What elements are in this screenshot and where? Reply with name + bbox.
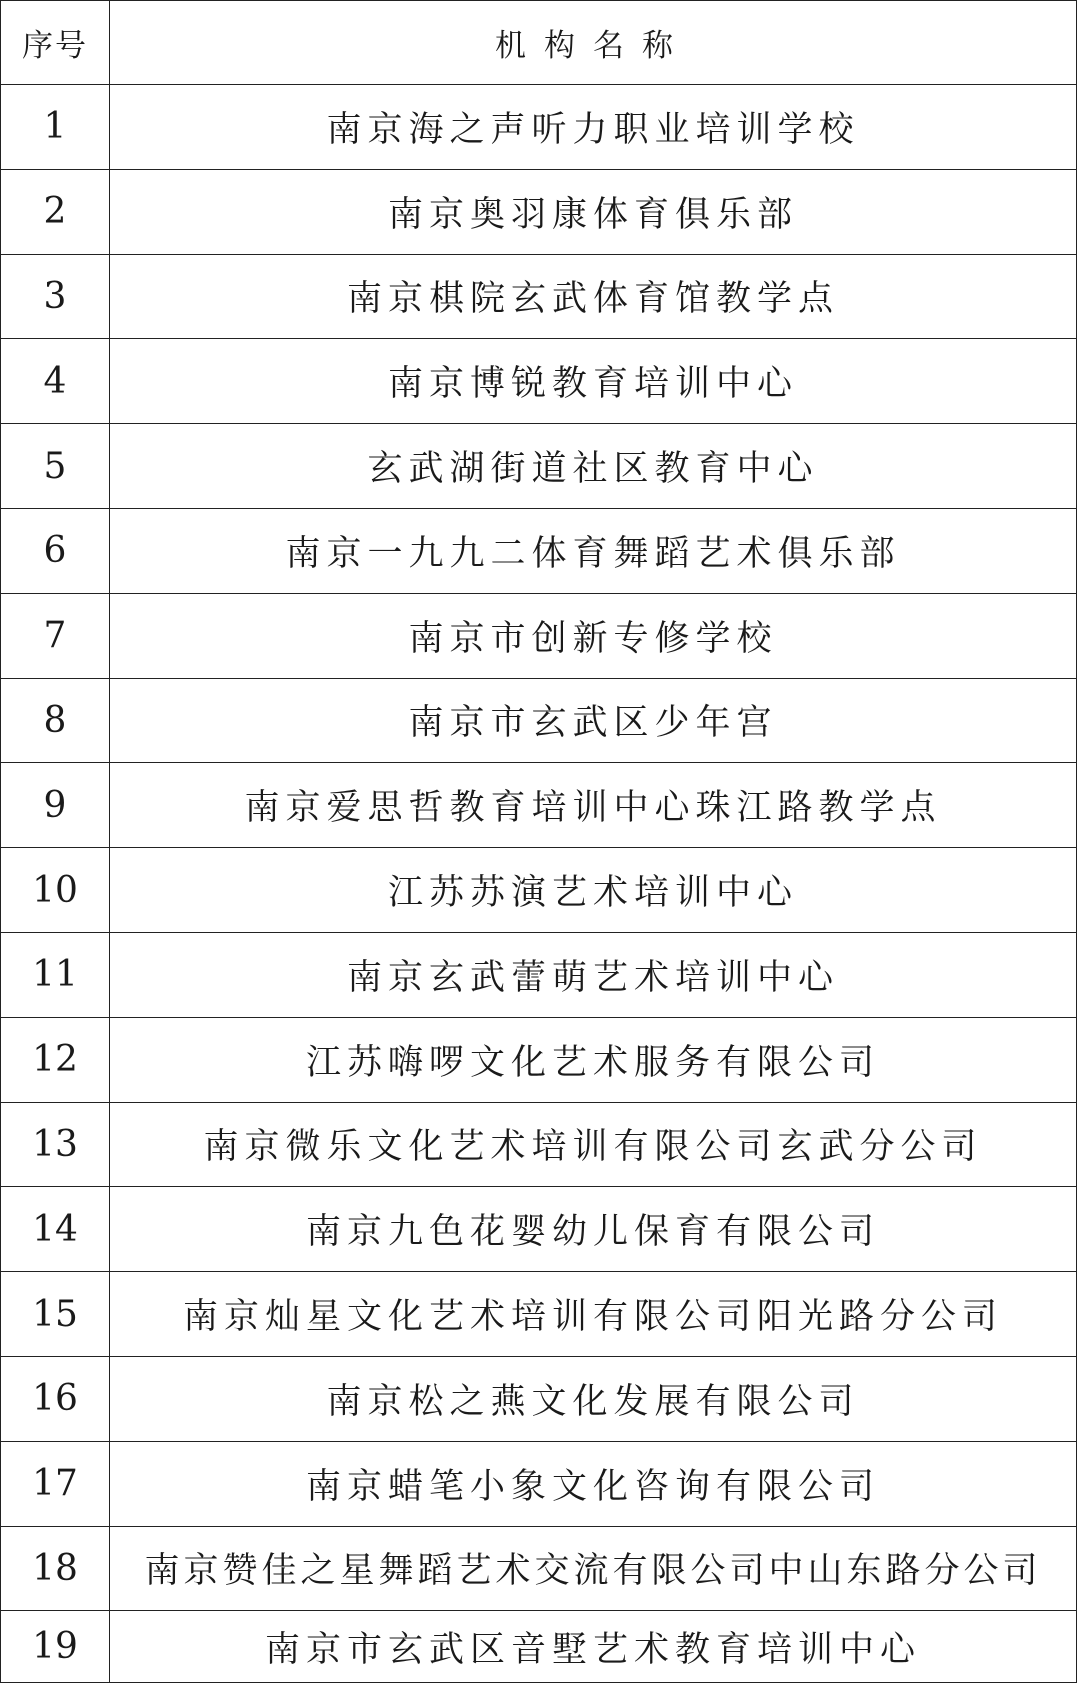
row-index: 6 [1,508,110,593]
table-row [1,339,1077,424]
row-index: 19 [1,1611,110,1683]
row-institution-name: 南京松之燕文化发展有限公司 [110,1356,1077,1441]
row-index: 5 [1,424,110,509]
row-institution-name: 南京棋院玄武体育馆教学点 [110,254,1077,339]
table-row [1,85,1077,170]
row-institution-name: 南京九色花婴幼儿保育有限公司 [110,1187,1077,1272]
row-institution-name: 南京市玄武区音墅艺术教育培训中心 [110,1611,1077,1683]
table-body [1,85,1077,1683]
row-institution-name: 南京灿星文化艺术培训有限公司阳光路分公司 [110,1272,1077,1357]
row-institution-name: 南京微乐文化艺术培训有限公司玄武分公司 [110,1102,1077,1187]
table-row [1,1611,1077,1683]
row-institution-name: 南京玄武蕾萌艺术培训中心 [110,932,1077,1017]
table-row [1,1187,1077,1272]
row-institution-name: 南京蜡笔小象文化咨询有限公司 [110,1441,1077,1526]
row-institution-name: 南京赞佳之星舞蹈艺术交流有限公司中山东路分公司 [110,1526,1077,1611]
table-row [1,1102,1077,1187]
row-index: 9 [1,763,110,848]
table-row [1,848,1077,933]
table-row [1,1272,1077,1357]
row-index: 12 [1,1017,110,1102]
table-row [1,508,1077,593]
row-institution-name: 南京爱思哲教育培训中心珠江路教学点 [110,763,1077,848]
row-institution-name: 玄武湖街道社区教育中心 [110,424,1077,509]
row-index: 15 [1,1272,110,1357]
row-institution-name: 南京博锐教育培训中心 [110,339,1077,424]
table-row [1,169,1077,254]
row-index: 14 [1,1187,110,1272]
row-index: 8 [1,678,110,763]
row-index: 3 [1,254,110,339]
table-row [1,593,1077,678]
row-index: 16 [1,1356,110,1441]
row-institution-name: 南京市创新专修学校 [110,593,1077,678]
table-row [1,763,1077,848]
table-row [1,1356,1077,1441]
header-institution-name: 机构名称 [110,1,1077,85]
row-institution-name: 江苏苏演艺术培训中心 [110,848,1077,933]
row-institution-name: 江苏嗨啰文化艺术服务有限公司 [110,1017,1077,1102]
row-index: 4 [1,339,110,424]
row-index: 13 [1,1102,110,1187]
header-index: 序号 [1,1,110,85]
table-row [1,932,1077,1017]
table-row [1,254,1077,339]
table-row [1,1526,1077,1611]
table-row [1,1441,1077,1526]
table-row [1,678,1077,763]
row-institution-name: 南京奥羽康体育俱乐部 [110,169,1077,254]
row-index: 11 [1,932,110,1017]
row-index: 10 [1,848,110,933]
row-index: 7 [1,593,110,678]
table-header-row [1,1,1077,85]
table-row [1,424,1077,509]
row-institution-name: 南京一九九二体育舞蹈艺术俱乐部 [110,508,1077,593]
table-row [1,1017,1077,1102]
row-index: 2 [1,169,110,254]
row-index: 18 [1,1526,110,1611]
row-index: 17 [1,1441,110,1526]
row-institution-name: 南京市玄武区少年宫 [110,678,1077,763]
row-index: 1 [1,85,110,170]
row-institution-name: 南京海之声听力职业培训学校 [110,85,1077,170]
